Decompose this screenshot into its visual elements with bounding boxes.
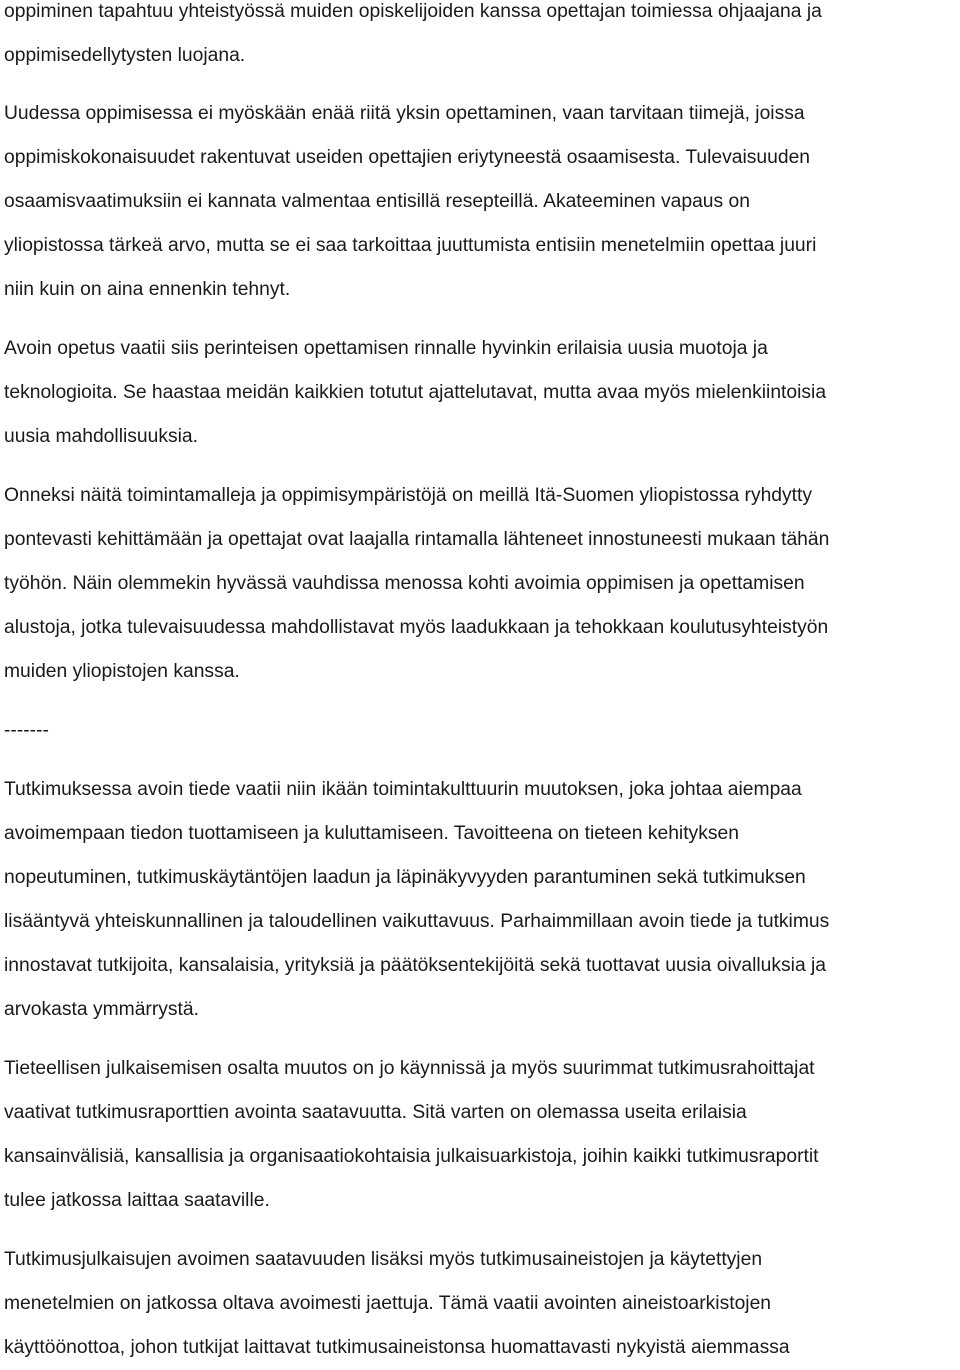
paragraph-learning-collaboration bbox=[4, 0, 822, 78]
text-line: uusia mahdollisuuksia. bbox=[4, 426, 198, 447]
paragraph-open-teaching bbox=[4, 327, 826, 459]
text-line: lisääntyvä yhteiskunnallinen ja taloudellinen vaikuttavuus. Parhaimmillaan avoin tiede ja tutkimus bbox=[4, 911, 830, 932]
text-line: niin kuin on aina ennenkin tehnyt. bbox=[4, 279, 291, 300]
text-line: muiden yliopistojen kanssa. bbox=[4, 661, 240, 682]
paragraph-teaching-teams bbox=[4, 92, 816, 312]
text-line: innostavat tutkijoita, kansalaisia, yrityksiä ja päätöksentekijöitä sekä tuottavat uusia oivalluksia ja bbox=[4, 955, 827, 976]
text-line: nopeutuminen, tutkimuskäytäntöjen laadun ja läpinäkyvyyden parantuminen sekä tutkimuksen bbox=[4, 867, 806, 888]
text-line: oppimisedellytysten luojana. bbox=[4, 45, 246, 66]
text-line: vaativat tutkimusraporttien avointa saatavuutta. Sitä varten on olemassa useita erilaisia bbox=[4, 1102, 747, 1123]
text-line: Tutkimuksessa avoin tiede vaatii niin ikään toimintakulttuurin muutoksen, joka johtaa aiempaa bbox=[4, 779, 802, 800]
text-line: teknologioita. Se haastaa meidän kaikkien totutut ajattelutavat, mutta avaa myös mielenkiintoisia bbox=[4, 382, 827, 403]
separator-line: ------- bbox=[4, 720, 49, 741]
section-separator bbox=[4, 709, 49, 753]
text-line: Tieteellisen julkaisemisen osalta muutos on jo käynnissä ja myös suurimmat tutkimusrahoittajat bbox=[4, 1058, 815, 1079]
text-line: Tutkimusjulkaisujen avoimen saatavuuden lisäksi myös tutkimusaineistojen ja käytettyjen bbox=[4, 1249, 763, 1270]
text-line: osaamisvaatimuksiin ei kannata valmentaa entisillä resepteillä. Akateeminen vapaus on bbox=[4, 191, 750, 212]
text-line: arvokasta ymmärrystä. bbox=[4, 999, 199, 1020]
text-line: Uudessa oppimisessa ei myöskään enää riitä yksin opettaminen, vaan tarvitaan tiimejä, joissa bbox=[4, 103, 805, 124]
text-line: Avoin opetus vaatii siis perinteisen opettamisen rinnalle hyvinkin erilaisia uusia muotoja ja bbox=[4, 338, 768, 359]
text-line: oppiminen tapahtuu yhteistyössä muiden opiskelijoiden kanssa opettajan toimiessa ohjaajana ja bbox=[4, 1, 822, 22]
text-line: avoimempaan tiedon tuottamiseen ja kuluttamiseen. Tavoitteena on tieteen kehityksen bbox=[4, 823, 739, 844]
paragraph-uef-development bbox=[4, 474, 829, 694]
text-line: työhön. Näin olemmekin hyvässä vauhdissa menossa kohti avoimia oppimisen ja opettamisen bbox=[4, 573, 805, 594]
text-line: Onneksi näitä toimintamalleja ja oppimisympäristöjä on meillä Itä-Suomen yliopistossa ryhdytty bbox=[4, 485, 813, 506]
text-line: yliopistossa tärkeä arvo, mutta se ei saa tarkoittaa juuttumista entisiin menetelmiin opettaa juuri bbox=[4, 235, 817, 256]
text-line: oppimiskokonaisuudet rakentuvat useiden opettajien eriytyneestä osaamisesta. Tulevaisuuden bbox=[4, 147, 811, 168]
text-line: käyttöönottoa, johon tutkijat laittavat tutkimusaineistonsa huomattavasti nykyistä aiemmassa bbox=[4, 1337, 790, 1358]
paragraph-scientific-publishing bbox=[4, 1047, 818, 1223]
text-line: alustoja, jotka tulevaisuudessa mahdollistavat myös laadukkaan ja tehokkaan koulutusyhteistyön bbox=[4, 617, 829, 638]
text-line: tulee jatkossa laittaa saataville. bbox=[4, 1190, 270, 1211]
text-line: menetelmien on jatkossa oltava avoimesti jaettuja. Tämä vaatii avointen aineistoarkistojen bbox=[4, 1293, 772, 1314]
text-line: pontevasti kehittämään ja opettajat ovat laajalla rintamalla lähteneet innostuneesti mukaan tähän bbox=[4, 529, 830, 550]
text-line: kansainvälisiä, kansallisia ja organisaatiokohtaisia julkaisuarkistoja, joihin kaikki tutkimusraportit bbox=[4, 1146, 819, 1167]
paragraph-open-science bbox=[4, 768, 829, 1032]
paragraph-open-data bbox=[4, 1238, 790, 1370]
